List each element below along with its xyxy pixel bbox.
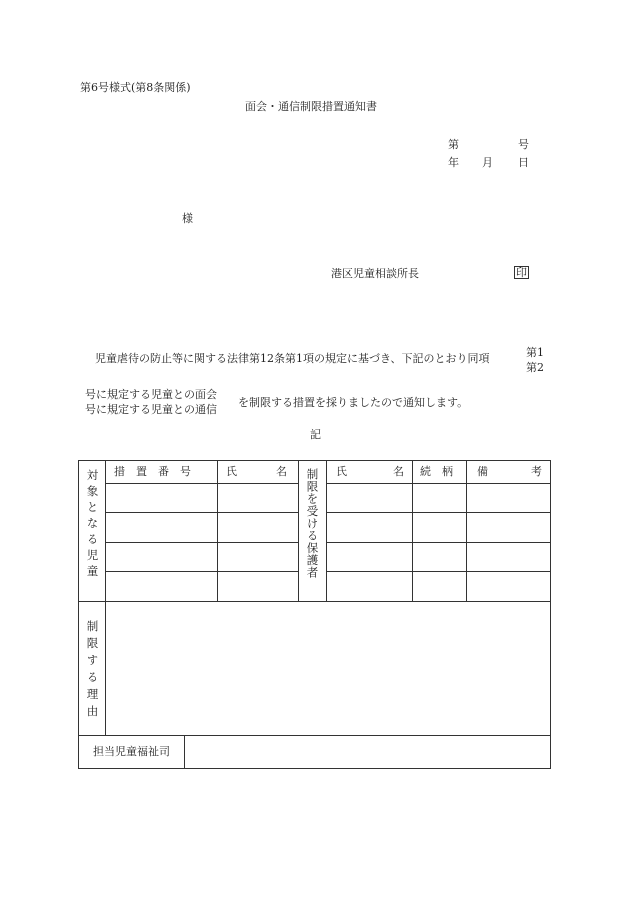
col-line: [184, 735, 185, 768]
seal-mark: 印: [516, 266, 527, 279]
caseworker-label: 担当児童福祉司: [93, 745, 170, 758]
children-label: 対象となる児童: [85, 469, 100, 581]
col-line: [326, 460, 327, 601]
header-measure-no: 措 置 番 号: [114, 465, 191, 478]
header-remarks-2: 考: [531, 465, 542, 478]
number-prefix: 第: [448, 138, 459, 151]
body-choice-top: 号に規定する児童との面会: [85, 388, 217, 401]
row-line: [105, 483, 298, 484]
header-remarks-1: 備: [477, 465, 488, 478]
section-divider: [78, 735, 551, 736]
table-border-right: [550, 460, 551, 769]
header-child-name-1: 氏: [226, 465, 237, 478]
col-line: [466, 460, 467, 601]
number-suffix: 号: [518, 138, 529, 151]
table-border-top: [78, 460, 551, 461]
row-line: [326, 542, 551, 543]
body-choice-bottom: 号に規定する児童との通信: [85, 403, 217, 416]
recipient-suffix: 様: [182, 212, 193, 225]
section-divider: [78, 601, 551, 602]
header-guardian-name-1: 氏: [336, 465, 347, 478]
ki-mark: 記: [310, 428, 321, 441]
form-label: 第6号様式(第8条関係): [80, 81, 191, 94]
row-line: [105, 512, 298, 513]
document-title: 面会・通信制限措置通知書: [245, 100, 377, 113]
date-day: 日: [518, 156, 529, 169]
date-year: 年: [448, 156, 459, 169]
row-line: [105, 542, 298, 543]
row-line: [105, 571, 298, 572]
col-line: [105, 460, 106, 735]
row-line: [326, 512, 551, 513]
header-child-name-2: 名: [276, 465, 287, 478]
row-line: [326, 571, 551, 572]
body-alt-top: 第1: [526, 346, 544, 359]
table-border-bottom: [78, 768, 551, 769]
body-line-2-tail: を制限する措置を採りましたので通知します。: [238, 396, 469, 409]
body-line-1: 児童虐待の防止等に関する法律第12条第1項の規定に基づき、下記のとおり同項: [95, 352, 490, 365]
sender-name: 港区児童相談所長: [331, 267, 419, 280]
body-alt-bottom: 第2: [526, 361, 544, 374]
col-line: [412, 460, 413, 601]
table-border-left: [78, 460, 79, 769]
row-line: [326, 483, 551, 484]
header-relation: 続 柄: [420, 465, 453, 478]
reason-label: 制限する理由: [85, 620, 100, 722]
guardian-label: 制限を受ける保護者: [305, 468, 320, 579]
date-month: 月: [482, 156, 493, 169]
col-line: [217, 460, 218, 601]
col-line: [298, 460, 299, 601]
header-guardian-name-2: 名: [393, 465, 404, 478]
